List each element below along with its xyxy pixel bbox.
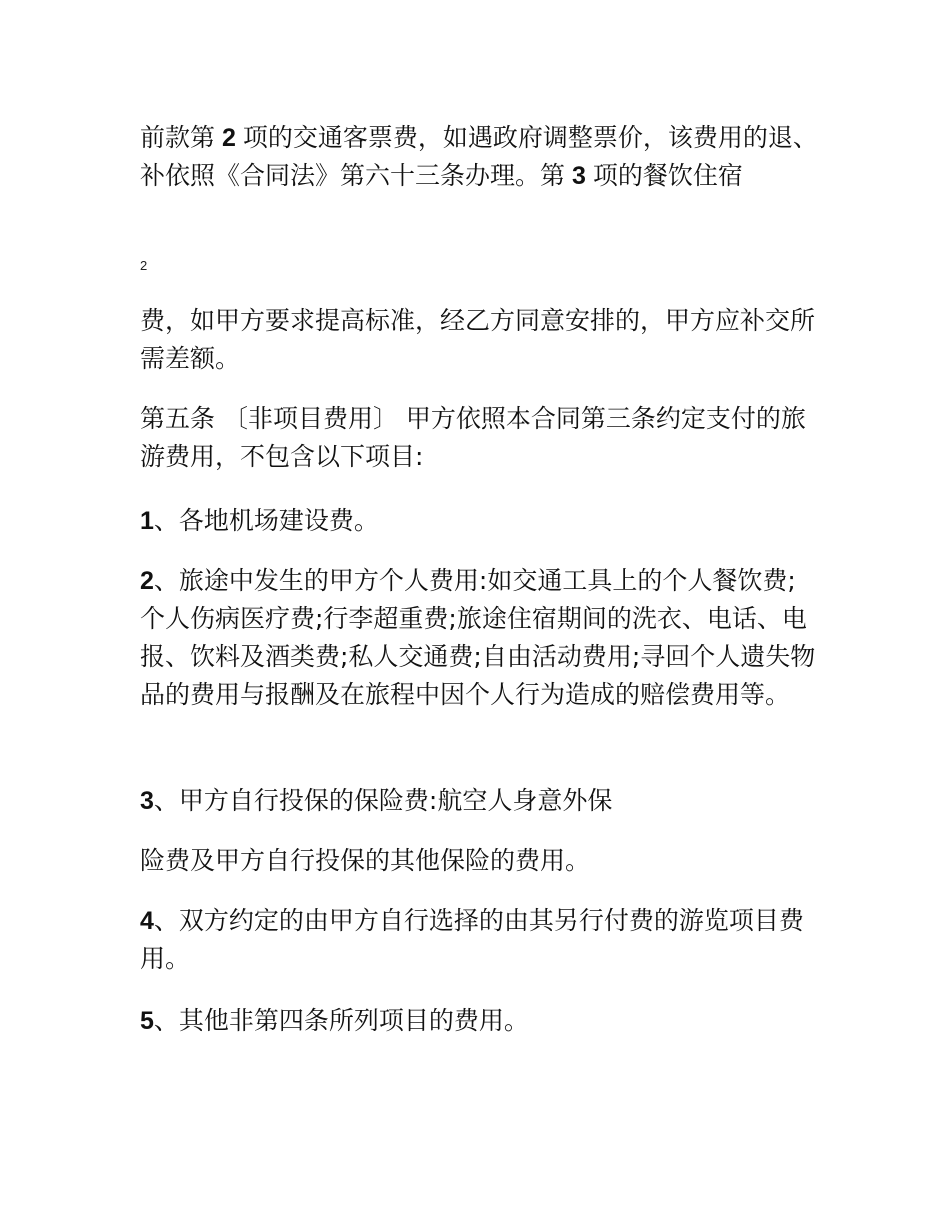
item-number: 5 — [140, 1007, 154, 1035]
item-number: 2 — [215, 124, 243, 152]
list-item — [140, 902, 820, 978]
text-run: 项的交通客票费，如遇政府调整票价，该费用的退、补依照《合同法》第六十三条办理。第 — [140, 123, 818, 190]
list-item-continuation: 险费及甲方自行投保的其他保险的费用。 — [140, 846, 591, 875]
item-number: 3 — [565, 162, 593, 190]
item-number: 3 — [140, 787, 154, 815]
item-number: 4 — [140, 907, 154, 935]
item-text: 、双方约定的由甲方自行选择的由其另行付费的游览项目费用。 — [140, 906, 804, 973]
text-run: 前款第 — [140, 123, 216, 152]
list-item — [140, 502, 820, 540]
item-text: 、旅途中发生的甲方个人费用:如交通工具上的个人餐饮费;个人伤病医疗费;行李超重费;旅途住宿期间的洗衣、电话、电报、饮料及酒类费;私人交通费;自由活动费用;寻回个人遗失物品的费用与报酬及在旅程中因个人行为造成的赔偿费用等。 — [140, 566, 816, 709]
item-text: 、甲方自行投保的保险费:航空人身意外保 — [153, 786, 613, 815]
text-run: 项的餐饮住宿 — [592, 161, 743, 190]
paragraph-extra-cost: 费，如甲方要求提高标准，经乙方同意安排的，甲方应补交所需差额。 — [140, 306, 816, 373]
paragraph-fare-adjustment — [140, 119, 820, 195]
page-number: 2 — [140, 258, 148, 273]
paragraph-article-five: 第五条 〔非项目费用〕 甲方依照本合同第三条约定支付的旅游费用，不包含以下项目: — [140, 404, 806, 471]
item-number: 1 — [140, 507, 154, 535]
item-number: 2 — [140, 567, 154, 595]
item-text: 、其他非第四条所列项目的费用。 — [153, 1006, 529, 1035]
list-item — [140, 562, 820, 714]
item-text: 、各地机场建设费。 — [153, 506, 379, 535]
list-item — [140, 1002, 820, 1040]
list-item — [140, 782, 820, 820]
